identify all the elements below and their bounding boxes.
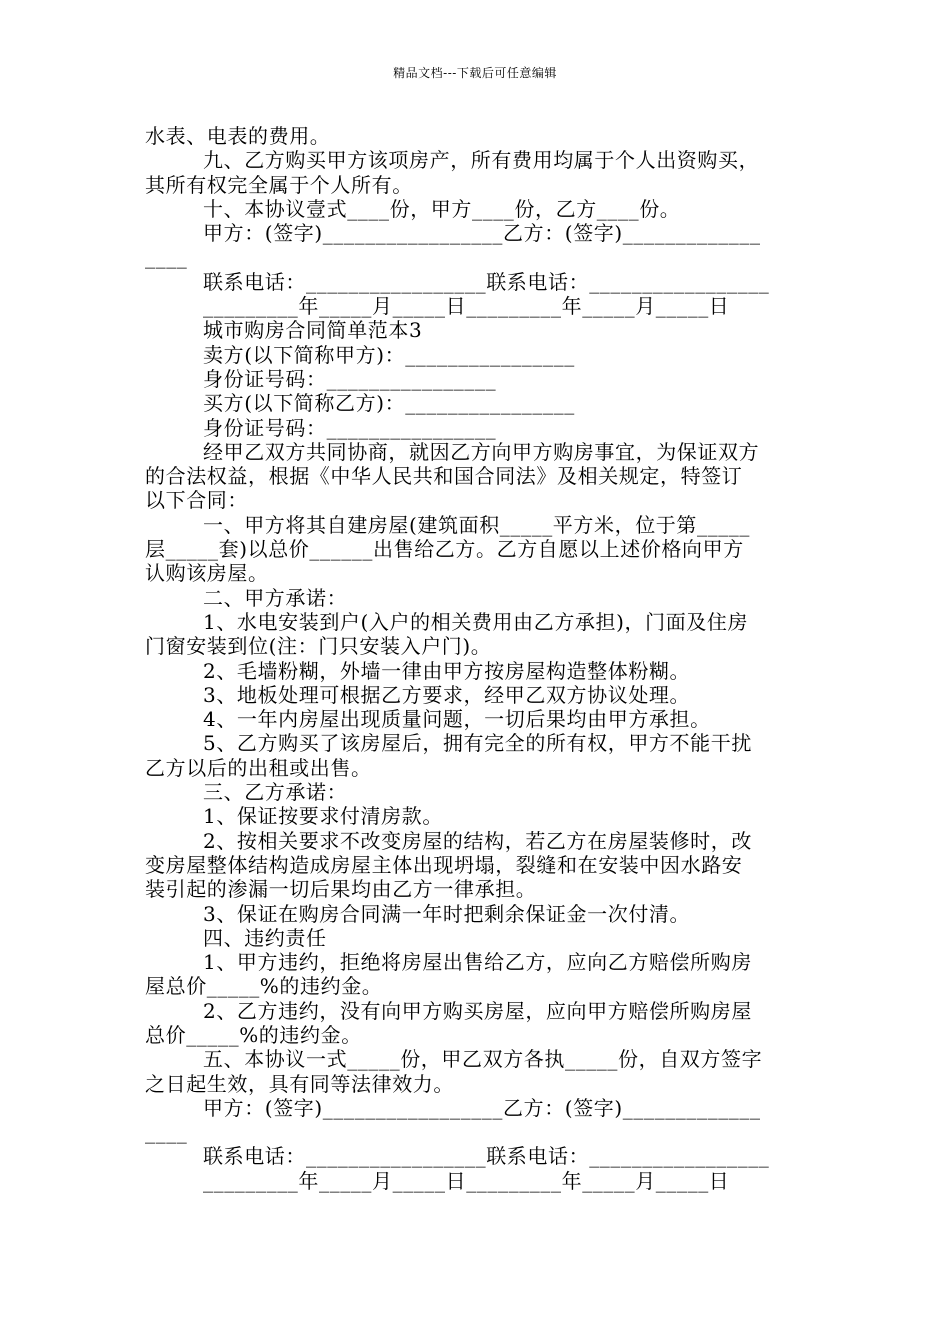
- text-line: 装引起的渗漏一切后果均由乙方一律承担。: [145, 877, 537, 902]
- clause-line: 一、甲方将其自建房屋(建筑面积_____平方米，位于第_____: [203, 512, 751, 537]
- text-line: 的合法权益，根据《中华人民共和国合同法》及相关规定，特签订: [145, 464, 743, 489]
- signature-line: 甲方：(签字)_________________乙方：(签字)_____________: [203, 1095, 761, 1120]
- clause-line: 2、毛墙粉糊，外墙一律由甲方按房屋构造整体粉糊。: [203, 658, 691, 683]
- text-line: 认购该房屋。: [145, 561, 269, 586]
- section-title: 城市购房合同简单范本3: [203, 318, 423, 343]
- clause-line: 1、保证按要求付清房款。: [203, 804, 443, 829]
- clause-line: 3、地板处理可根据乙方要求，经甲乙双方协议处理。: [203, 682, 691, 707]
- clause-line: 1、甲方违约，拒绝将房屋出售给乙方，应向乙方赔偿所购房: [203, 950, 752, 975]
- document-body: [145, 124, 810, 1193]
- text-line: 乙方以后的出租或出售。: [145, 755, 372, 780]
- text-line: 九、乙方购买甲方该项房产，所有费用均属于个人出资购买，: [203, 148, 760, 173]
- signature-line-continuation: ____: [145, 1120, 188, 1145]
- signature-line-continuation: ____: [145, 245, 188, 270]
- text-line: 之日起生效，具有同等法律效力。: [145, 1071, 454, 1096]
- text-line: 其所有权完全属于个人所有。: [145, 172, 413, 197]
- clause-line: 4、一年内房屋出现质量问题，一切后果均由甲方承担。: [203, 707, 711, 732]
- date-line: _________年_____月_____日_________年_____月_____日: [203, 1168, 730, 1193]
- text-line: 屋总价_____%的违约金。: [145, 974, 383, 999]
- clause-heading: 四、违约责任: [203, 925, 327, 950]
- buyer-line: 买方(以下简称乙方)：________________: [203, 391, 575, 416]
- phone-line: 联系电话：_________________联系电话：_________________: [203, 1144, 770, 1169]
- text-line: 水表、电表的费用。: [145, 124, 331, 148]
- clause-line: 2、乙方违约，没有向甲方购买房屋，应向甲方赔偿所购房屋: [203, 998, 752, 1023]
- text-line: 十、本协议壹式____份，甲方____份，乙方____份。: [203, 196, 681, 221]
- clause-line: 3、保证在购房合同满一年时把剩余保证金一次付清。: [203, 901, 691, 926]
- signature-line: 甲方：(签字)_________________乙方：(签字)_____________: [203, 221, 761, 246]
- clause-heading: 二、甲方承诺：: [203, 585, 348, 610]
- text-line: 层_____套)以总价______出售给乙方。乙方自愿以上述价格向甲方: [145, 537, 744, 562]
- text-line: 变房屋整体结构造成房屋主体出现坍塌，裂缝和在安装中因水路安: [145, 852, 743, 877]
- clause-line: 1、水电安装到户(入户的相关费用由乙方承担)，门面及住房: [203, 609, 749, 634]
- text-line: 门窗安装到位(注：门只安装入户门)。: [145, 634, 492, 659]
- id-number-line: 身份证号码：________________: [203, 415, 497, 440]
- clause-line: 五、本协议一式_____份，甲乙双方各执_____份，自双方签字: [203, 1047, 763, 1072]
- date-line: _________年_____月_____日_________年_____月_____日: [203, 294, 730, 319]
- text-line: 总价_____%的违约金。: [145, 1022, 362, 1047]
- clause-line: 2、按相关要求不改变房屋的结构，若乙方在房屋装修时，改: [203, 828, 752, 853]
- phone-line: 联系电话：_________________联系电话：_________________: [203, 269, 770, 294]
- text-line: 经甲乙双方共同协商，就因乙方向甲方购房事宜，为保证双方: [203, 439, 760, 464]
- page-header: 精品文档---下载后可任意编辑: [393, 66, 557, 80]
- text-line: 以下合同：: [145, 488, 248, 513]
- clause-line: 5、乙方购买了该房屋后，拥有完全的所有权，甲方不能干扰: [203, 731, 752, 756]
- seller-line: 卖方(以下简称甲方)：________________: [203, 342, 575, 367]
- id-number-line: 身份证号码：________________: [203, 366, 497, 391]
- clause-heading: 三、乙方承诺：: [203, 780, 348, 805]
